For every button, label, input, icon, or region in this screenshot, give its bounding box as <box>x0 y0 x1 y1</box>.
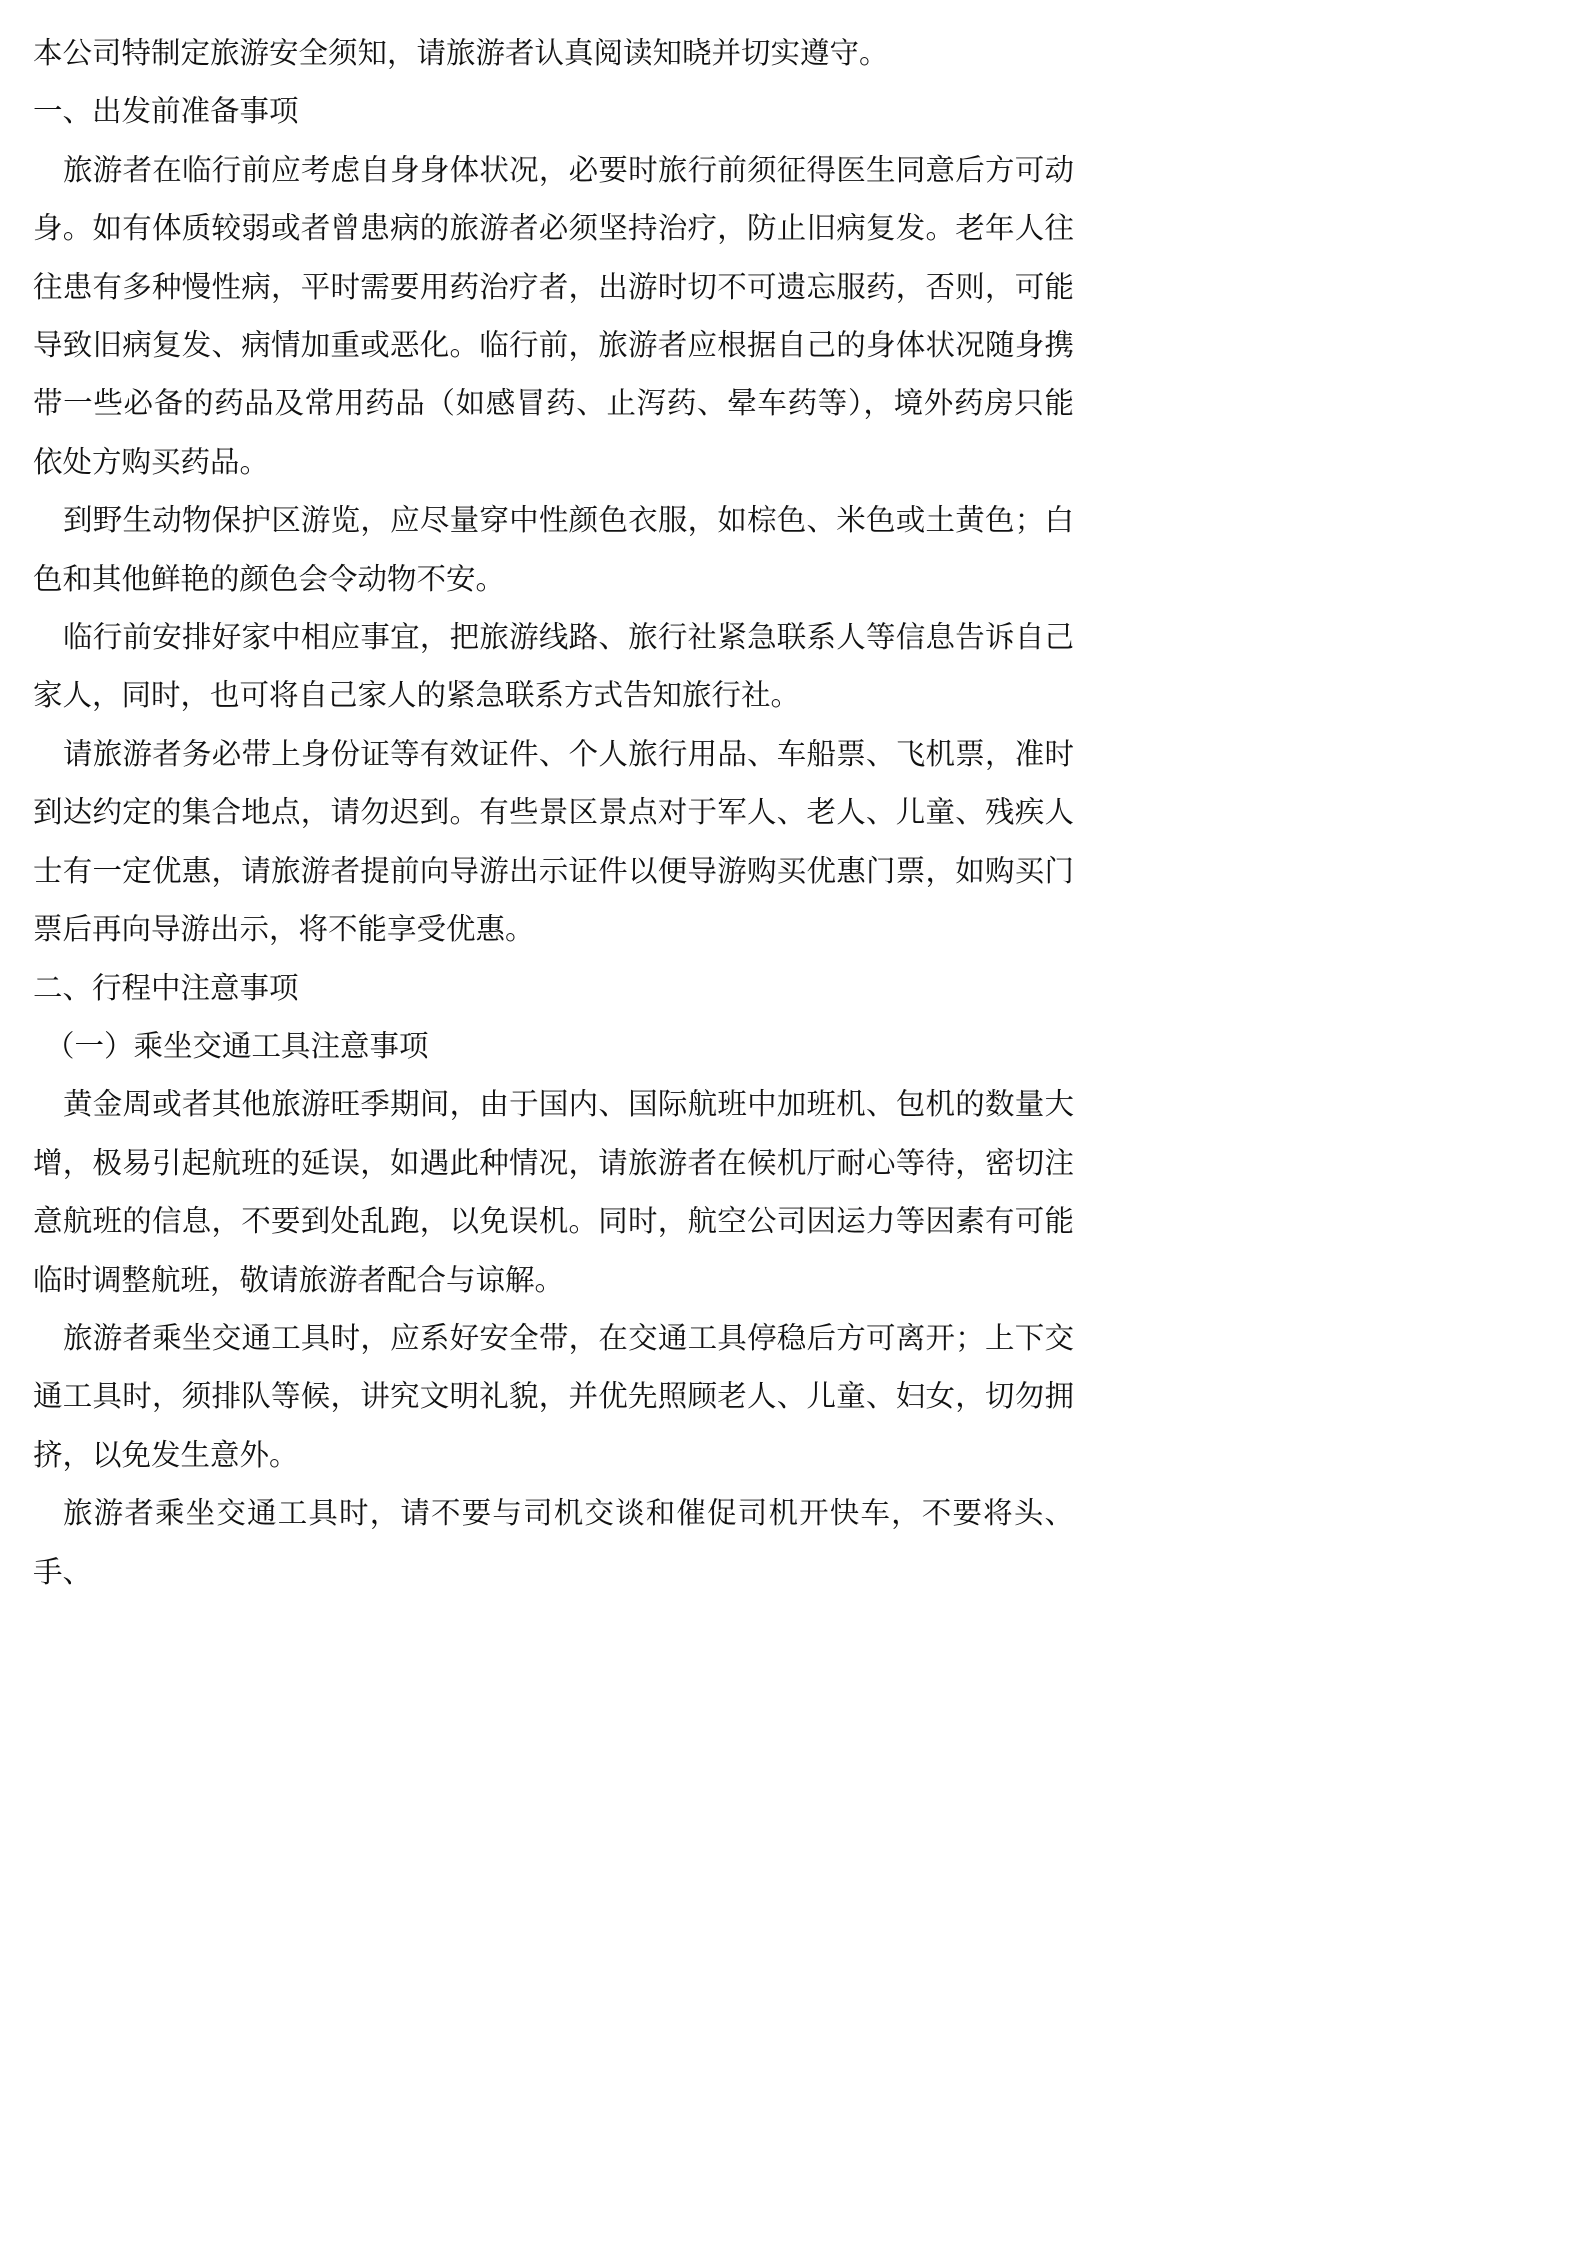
document-page <box>0 0 1104 1589</box>
body-paragraph-truncated: 旅游者乘坐交通工具时，请不要与司机交谈和催促司机开快车，不要将头、手、 <box>33 1496 1074 1589</box>
intro-paragraph: 本公司特制定旅游安全须知，请旅游者认真阅读知晓并切实遵守。 <box>33 36 889 70</box>
body-paragraph: 旅游者在临行前应考虑自身身体状况，必要时旅行前须征得医生同意后方可动身。如有体质较弱或者曾患病的旅游者必须坚持治疗，防止旧病复发。老年人往往患有多种慢性病，平时需要用药治疗者，出游时切不可遗忘服药，否则，可能导致旧病复发、病情加重或恶化。临行前，旅游者应根据自己的身体状况随身携带一些必备的药品及常用药品（如感冒药、止泻药、晕车药等），境外药房只能依处方购买药品。 <box>33 152 1074 479</box>
subsection-heading-transport: （一）乘坐交通工具注意事项 <box>45 1028 429 1063</box>
body-paragraph: 旅游者乘坐交通工具时，应系好安全带，在交通工具停稳后方可离开；上下交通工具时，须排队等候，讲究文明礼貌，并优先照顾老人、儿童、妇女，切勿拥挤，以免发生意外。 <box>33 1320 1074 1472</box>
body-paragraph: 黄金周或者其他旅游旺季期间，由于国内、国际航班中加班机、包机的数量大增，极易引起航班的延误，如遇此种情况，请旅游者在候机厅耐心等待，密切注意航班的信息，不要到处乱跑，以免误机。同时，航空公司因运力等因素有可能临时调整航班，敬请旅游者配合与谅解。 <box>33 1087 1074 1297</box>
body-paragraph: 请旅游者务必带上身份证等有效证件、个人旅行用品、车船票、飞机票，准时到达约定的集合地点，请勿迟到。有些景区景点对于军人、老人、儿童、残疾人士有一定优惠，请旅游者提前向导游出示证件以便导游购买优惠门票，如购买门票后再向导游出示，将不能享受优惠。 <box>33 736 1074 947</box>
body-paragraph: 到野生动物保护区游览，应尽量穿中性颜色衣服，如棕色、米色或土黄色；白色和其他鲜艳的颜色会令动物不安。 <box>33 503 1074 596</box>
section-heading-during-trip: 二、行程中注意事项 <box>33 970 299 1005</box>
section-heading-pre-departure: 一、出发前准备事项 <box>33 94 299 129</box>
body-paragraph: 临行前安排好家中相应事宜，把旅游线路、旅行社紧急联系人等信息告诉自己家人，同时，也可将自己家人的紧急联系方式告知旅行社。 <box>33 620 1074 713</box>
